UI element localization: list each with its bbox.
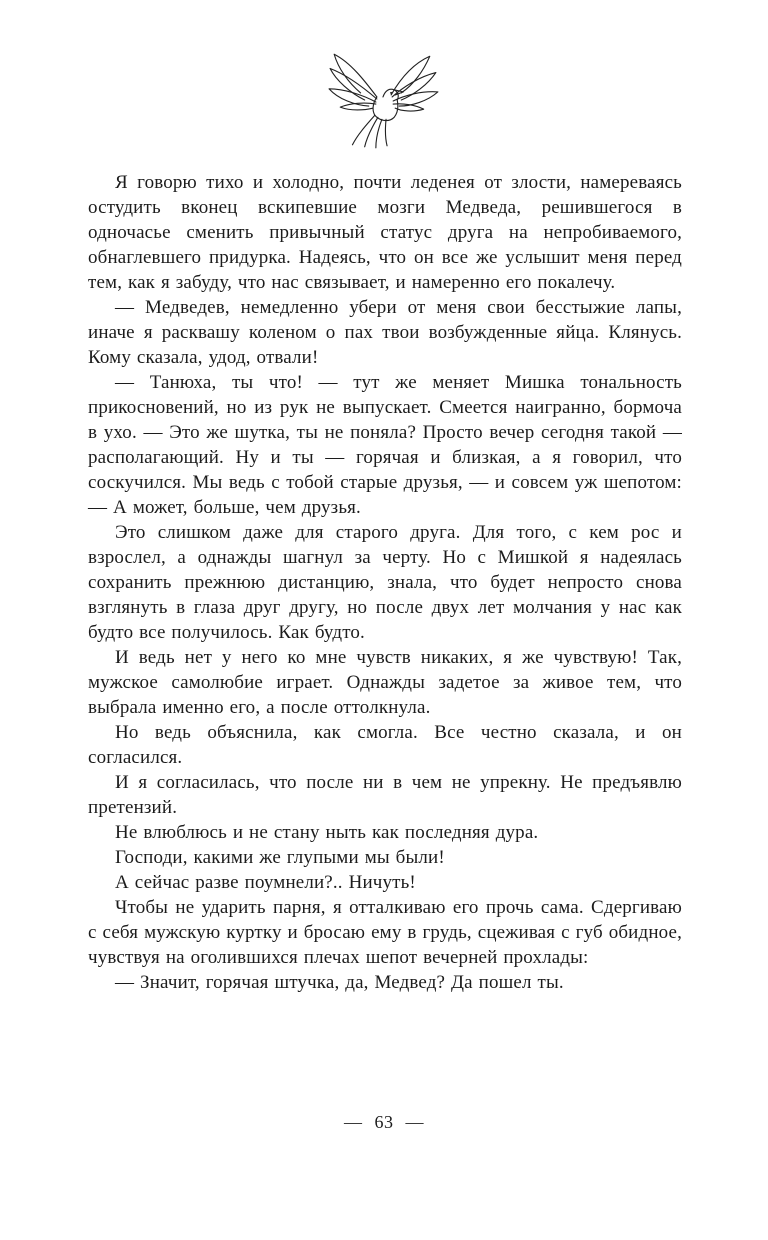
paragraph: Не влюблюсь и не стану ныть как последняя дура. bbox=[115, 822, 539, 843]
paragraph: Но ведь объяснила, как смогла. Все честно сказала, и он согласился. bbox=[88, 722, 682, 768]
page-text bbox=[88, 170, 682, 995]
paragraph: Это слишком даже для старого друга. Для того, с кем рос и взрослел, а однажды шагнул за черту. Но с Мишкой я надеялась сохранить прежнюю дистанцию, знала, что будет непросто снова взглянуть в глаза друг другу, но после двух лет молчания у нас как будто все получилось. Как будто. bbox=[88, 522, 682, 643]
paragraph: И я согласилась, что после ни в чем не упрекну. Не предъявлю претензий. bbox=[88, 772, 682, 818]
page-number-dash-right: — bbox=[405, 1112, 424, 1132]
paragraph: Я говорю тихо и холодно, почти леденея от злости, намереваясь остудить вконец вскипевшие мозги Медведа, решившегося в одночасье сменить привычный статус друга на непробиваемого, обнаглевшего придурка. Надеясь, что он все же услышит меня перед тем, как я забуду, что нас связывает, и намеренно его покалечу. bbox=[88, 172, 682, 293]
paragraph: И ведь нет у него ко мне чувств никаких, я же чувствую! Так, мужское самолюбие играет. Однажды задетое за живое тем, что выбрала именно его, а после оттолкнула. bbox=[88, 647, 682, 718]
page-number-value: 63 bbox=[374, 1112, 394, 1132]
dove-illustration-icon bbox=[324, 46, 444, 152]
paragraph: — Значит, горячая штучка, да, Медвед? Да пошел ты. bbox=[115, 972, 564, 993]
page-number bbox=[0, 1112, 768, 1133]
paragraph: Чтобы не ударить парня, я отталкиваю его прочь сама. Сдергиваю с себя мужскую куртку и бросаю ему в грудь, сцеживая с губ обидное, чувствуя на оголившихся плечах шепот вечерней прохлады: bbox=[88, 897, 682, 968]
paragraph: А сейчас разве поумнели?.. Ничуть! bbox=[115, 872, 416, 893]
paragraph: — Танюха, ты что! — тут же меняет Мишка тональность прикосновений, но из рук не выпускает. Смеется наигранно, бормоча в ухо. — Это же шутка, ты не поняла? Просто вечер сегодня такой — располагающий. Ну и ты — горячая и близкая, а я говорил, что соскучился. Мы ведь с тобой старые друзья, — и совсем уж шепотом: — А может, больше, чем друзья. bbox=[88, 372, 682, 518]
page-number-dash-left: — bbox=[344, 1112, 363, 1132]
paragraph: Господи, какими же глупыми мы были! bbox=[115, 847, 445, 868]
paragraph: — Медведев, немедленно убери от меня свои бесстыжие лапы, иначе я расквашу коленом о пах твои возбужденные яйца. Клянусь. Кому сказала, удод, отвали! bbox=[88, 297, 682, 368]
